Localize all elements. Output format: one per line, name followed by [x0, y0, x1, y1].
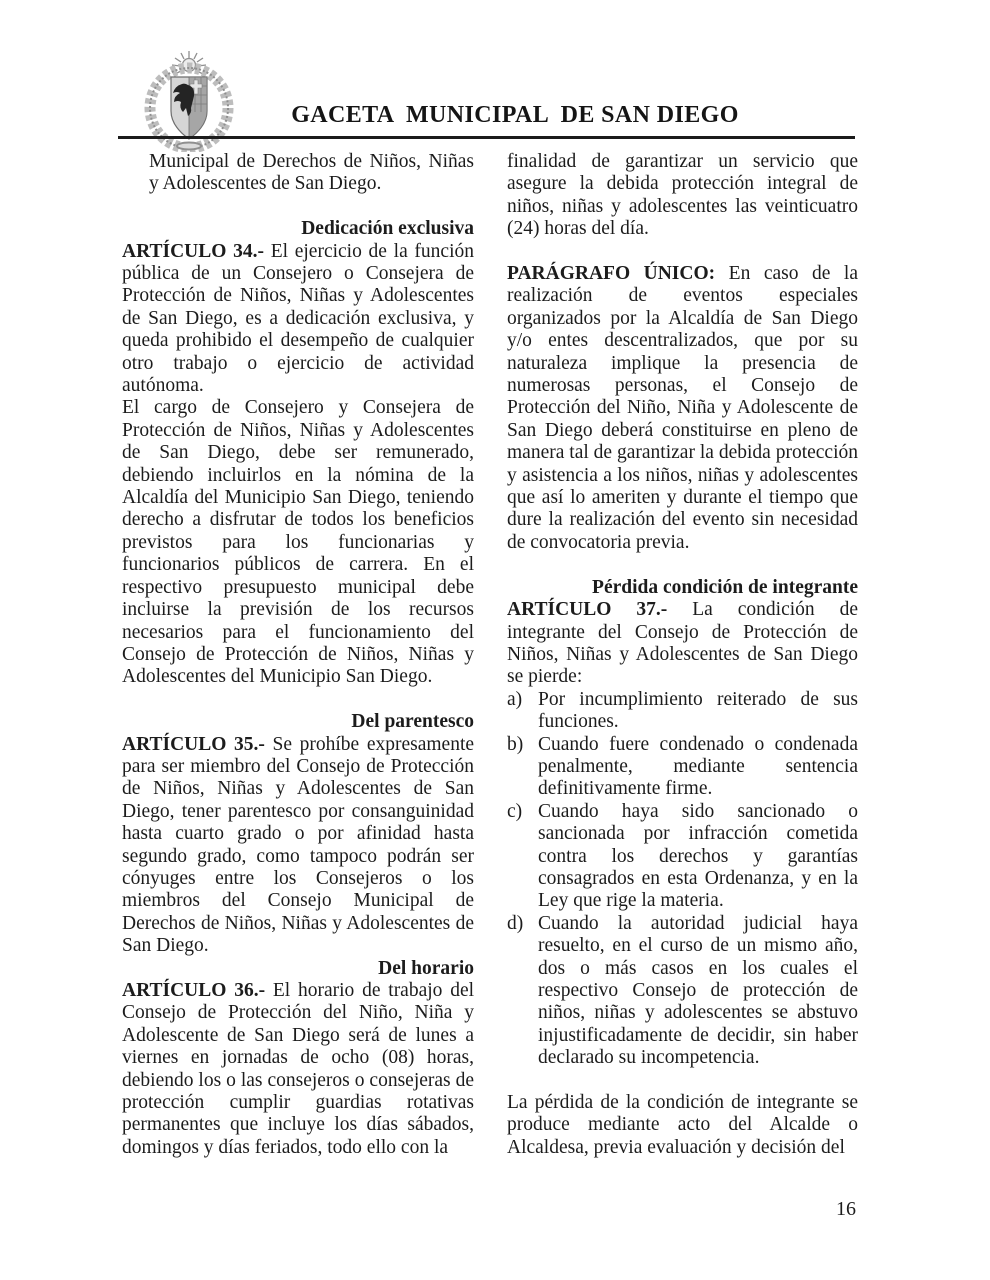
article-label: ARTÍCULO 37.- [507, 599, 668, 621]
section-heading: Del parentesco [351, 711, 474, 733]
body-paragraph: El cargo de Consejero y Consejera de Protección de Niños, Niñas y Adolescentes de San Diego, debe ser remunerado, debiendo incluirlos en la nómina de la Alcaldía del Municipio San Diego, teniendo derecho a disfrutar de todos los beneficios previstos para los funcionarias y funcionarios públicos de carrera. En el respectivo presupuesto municipal debe incluirse la previsión de los recursos necesarios para el funcionamiento del Consejo de Protección de Niños, Niñas y Adolescentes del Municipio San Diego. [122, 397, 474, 688]
body-paragraph [122, 734, 474, 958]
list-item-marker: a) [507, 688, 523, 710]
list-item [507, 734, 858, 801]
paragraph-spacer [507, 1070, 858, 1092]
list-item [507, 913, 858, 1070]
list-item [507, 689, 858, 734]
paragraph-text: Se prohíbe expresamente para ser miembro del Consejo de Protección de Niños, Niñas y Adolescentes de San Diego, tener parentesco por consanguinidad hasta cuarto grado o por afinidad hasta segundo grado, como tampoco podrán ser cónyuges entre los Consejeros o los miembros del Consejo Municipal de Derechos de Niños, Niñas y Adolescentes de San Diego. [122, 733, 475, 957]
paragraph-spacer [507, 241, 858, 263]
lettered-list [507, 689, 858, 1070]
page-number: 16 [836, 1198, 856, 1220]
list-item-text: Cuando la autoridad judicial haya resuelto, en el curso de un mismo año, dos o más casos en los cuales el respectivo Consejo de protección de niños, niñas y adolescentes se abstuvo injustificadamente de decidir, sin haber declarado su incompetencia. [538, 912, 858, 1069]
paragraph-spacer [507, 554, 858, 576]
list-item-marker: d) [507, 912, 524, 934]
paragraph-text: La condición de integrante del Consejo de Protección de Niños, Niñas y Adolescentes de San Diego se pierde: [507, 599, 859, 688]
paragraph-text: El ejercicio de la función pública de un Consejero o Consejera de Protección de Niños, Niñas y Adolescentes de San Diego, es a dedicación exclusiva, y queda prohibido el desempeño de cualquier otro trabajo o ejercicio de actividad autónoma. [122, 240, 474, 397]
body-paragraph [507, 599, 858, 689]
list-item-marker: b) [507, 733, 524, 755]
list-item-text: Cuando fuere condenado o condenada penalmente, mediante sentencia definitivamente firme. [538, 733, 858, 800]
article-label: ARTÍCULO 36.- [122, 980, 266, 1001]
body-paragraph [122, 980, 474, 1159]
article-label: ARTÍCULO 34.- [122, 240, 264, 262]
list-item-marker: c) [507, 800, 523, 822]
article-label: PARÁGRAFO ÚNICO: [507, 263, 716, 285]
body-paragraph: La pérdida de la condición de integrante se produce mediante acto del Alcalde o Alcaldesa, previa evaluación y decisión del [507, 1092, 858, 1158]
left-column [122, 151, 474, 1159]
gazette-title: GACETA MUNICIPAL DE SAN DIEGO [291, 102, 739, 128]
list-item-text: Cuando haya sido sancionado o sancionada por infracción cometida contra los derechos y garantías consagrados en esta Ordenanza, y en la Ley que rige la materia. [538, 800, 858, 912]
section-heading: Pérdida condición de integrante [592, 576, 858, 598]
body-paragraph [122, 241, 474, 398]
list-item [507, 801, 858, 913]
list-item-text: Por incumplimiento reiterado de sus funciones. [538, 688, 858, 733]
paragraph-spacer [122, 196, 474, 218]
article-label: ARTÍCULO 35.- [122, 733, 265, 755]
paragraph-text: El horario de trabajo del Consejo de Protección del Niño, Niña y Adolescente de San Diego será de lunes a viernes en jornadas de ocho (08) horas, debiendo los o las consejeros o consejeras de protección cumplir guardias rotativas permanentes que incluye los días sábados, domingos y días feriados, todo ello con la [122, 980, 475, 1158]
body-paragraph: finalidad de garantizar un servicio que asegure la debida protección integral de niños, niñas y adolescentes las veinticuatro (24) horas del día. [507, 151, 858, 240]
section-heading: Del horario [378, 957, 474, 979]
paragraph-text: En caso de la realización de eventos especiales organizados por la Alcaldía de San Diego y/o entes descentralizados, que por su naturaleza implique la presencia de numerosas personas, el Consejo de Protección del Niño, Niña y Adolescente de San Diego deberá constituirse en pleno de manera tal de garantizar la debida protección y asistencia a los niños, niñas y adolescentes que así lo ameriten y durante el tiempo que dure la realización del evento sin necesidad de convocatoria previa. [507, 263, 858, 553]
right-column [507, 151, 858, 1159]
paragraph-spacer [122, 689, 474, 711]
section-heading: Dedicación exclusiva [301, 218, 474, 240]
body-paragraph [507, 263, 858, 554]
header-rule [118, 136, 855, 139]
continuation-paragraph: Municipal de Derechos de Niños, Niñas y Adolescentes de San Diego. [149, 151, 474, 195]
